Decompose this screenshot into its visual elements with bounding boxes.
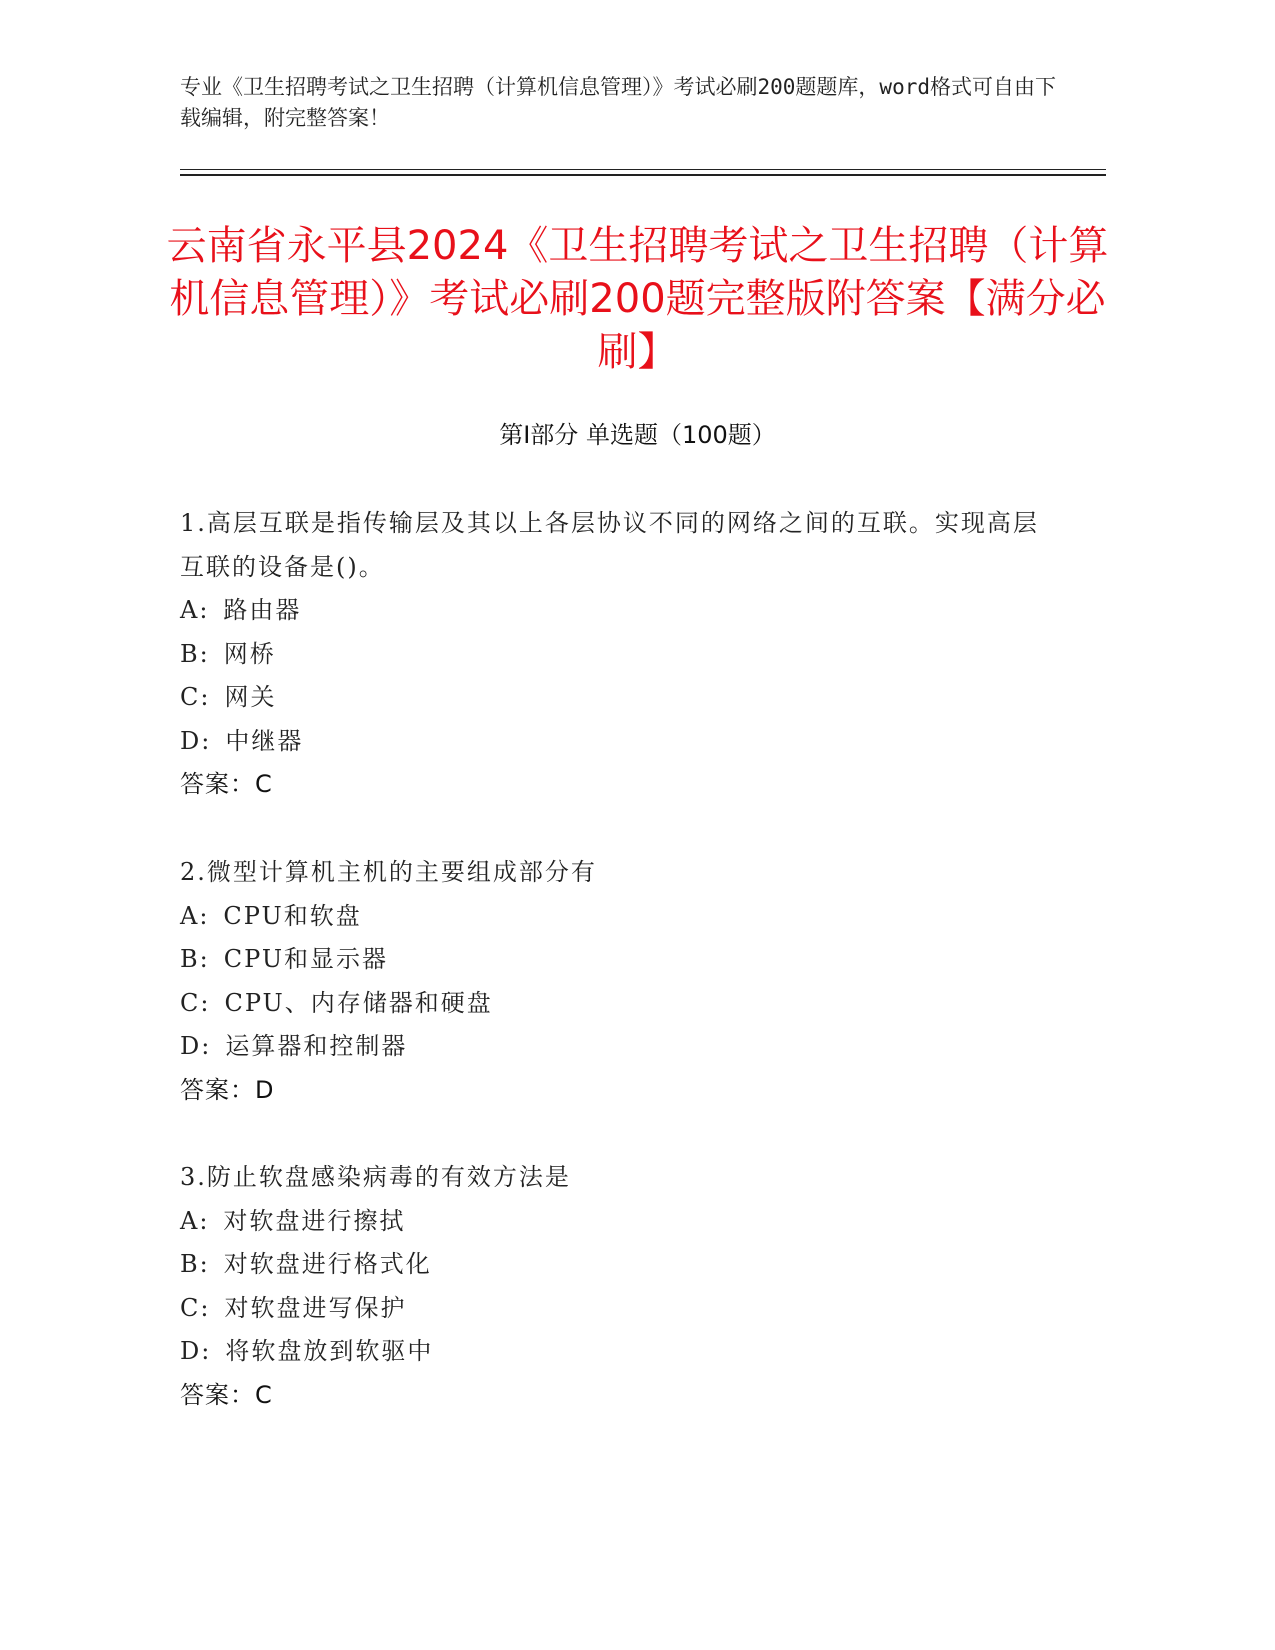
question-3: [180, 1156, 1060, 1417]
answer: 答案：C: [180, 1380, 273, 1409]
option-key: B:: [180, 639, 210, 668]
option-text: 中继器: [225, 726, 304, 755]
answer: 答案：C: [180, 770, 273, 798]
option-text: 将软盘放到软驱中: [225, 1337, 434, 1365]
option-key: D:: [180, 1032, 212, 1060]
option-b: [180, 633, 1060, 677]
section-title: 第Ⅰ部分 单选题（100题）: [499, 421, 776, 449]
option-key: C:: [180, 988, 211, 1017]
option-c: [180, 676, 1060, 720]
option-c: [180, 1287, 1060, 1331]
option-d: [180, 1330, 1060, 1374]
option-key: D:: [180, 1337, 212, 1365]
option-b: [180, 1243, 1060, 1287]
option-key: A:: [180, 596, 210, 624]
header-divider-thin: [180, 169, 1106, 170]
question-1: [180, 502, 1060, 807]
option-text: 对软盘进行格式化: [223, 1250, 432, 1278]
option-key: C:: [180, 1293, 211, 1322]
option-text: 网关: [224, 683, 277, 711]
option-c: [180, 982, 1060, 1026]
header-note: 专业《卫生招聘考试之卫生招聘（计算机信息管理）》考试必刷200题题库，word格式可自由下载编辑，附完整答案！: [180, 75, 1056, 130]
question-stem: 1.高层互联是指传输层及其以上各层协议不同的网络之间的互联。实现高层互联的设备是()。: [180, 509, 1039, 581]
option-text: 路由器: [223, 596, 302, 624]
document-title: 云南省永平县2024《卫生招聘考试之卫生招聘（计算机信息管理）》考试必刷200题完整版附答案【满分必刷】: [166, 223, 1109, 375]
option-text: 网桥: [223, 639, 276, 668]
option-key: D:: [180, 726, 212, 755]
header-divider-thick: [180, 174, 1106, 176]
option-key: B:: [180, 945, 210, 973]
option-text: 运算器和控制器: [225, 1032, 408, 1060]
option-b: [180, 938, 1060, 982]
option-key: A:: [180, 901, 210, 930]
option-a: [180, 589, 1060, 633]
option-a: [180, 895, 1060, 939]
option-text: 对软盘进写保护: [224, 1293, 407, 1322]
answer: 答案：D: [180, 1075, 275, 1104]
option-text: CPU和显示器: [223, 945, 389, 973]
option-key: A:: [180, 1206, 210, 1235]
option-text: 对软盘进行擦拭: [223, 1206, 406, 1235]
question-stem: 3.防止软盘感染病毒的有效方法是: [180, 1163, 571, 1191]
option-d: [180, 720, 1060, 764]
option-key: C:: [180, 683, 211, 711]
option-a: [180, 1200, 1060, 1244]
question-2: [180, 851, 1060, 1112]
option-d: [180, 1025, 1060, 1069]
option-key: B:: [180, 1250, 210, 1278]
option-text: CPU、内存储器和硬盘: [224, 988, 493, 1017]
question-stem: 2.微型计算机主机的主要组成部分有: [180, 858, 597, 886]
option-text: CPU和软盘: [223, 901, 362, 930]
